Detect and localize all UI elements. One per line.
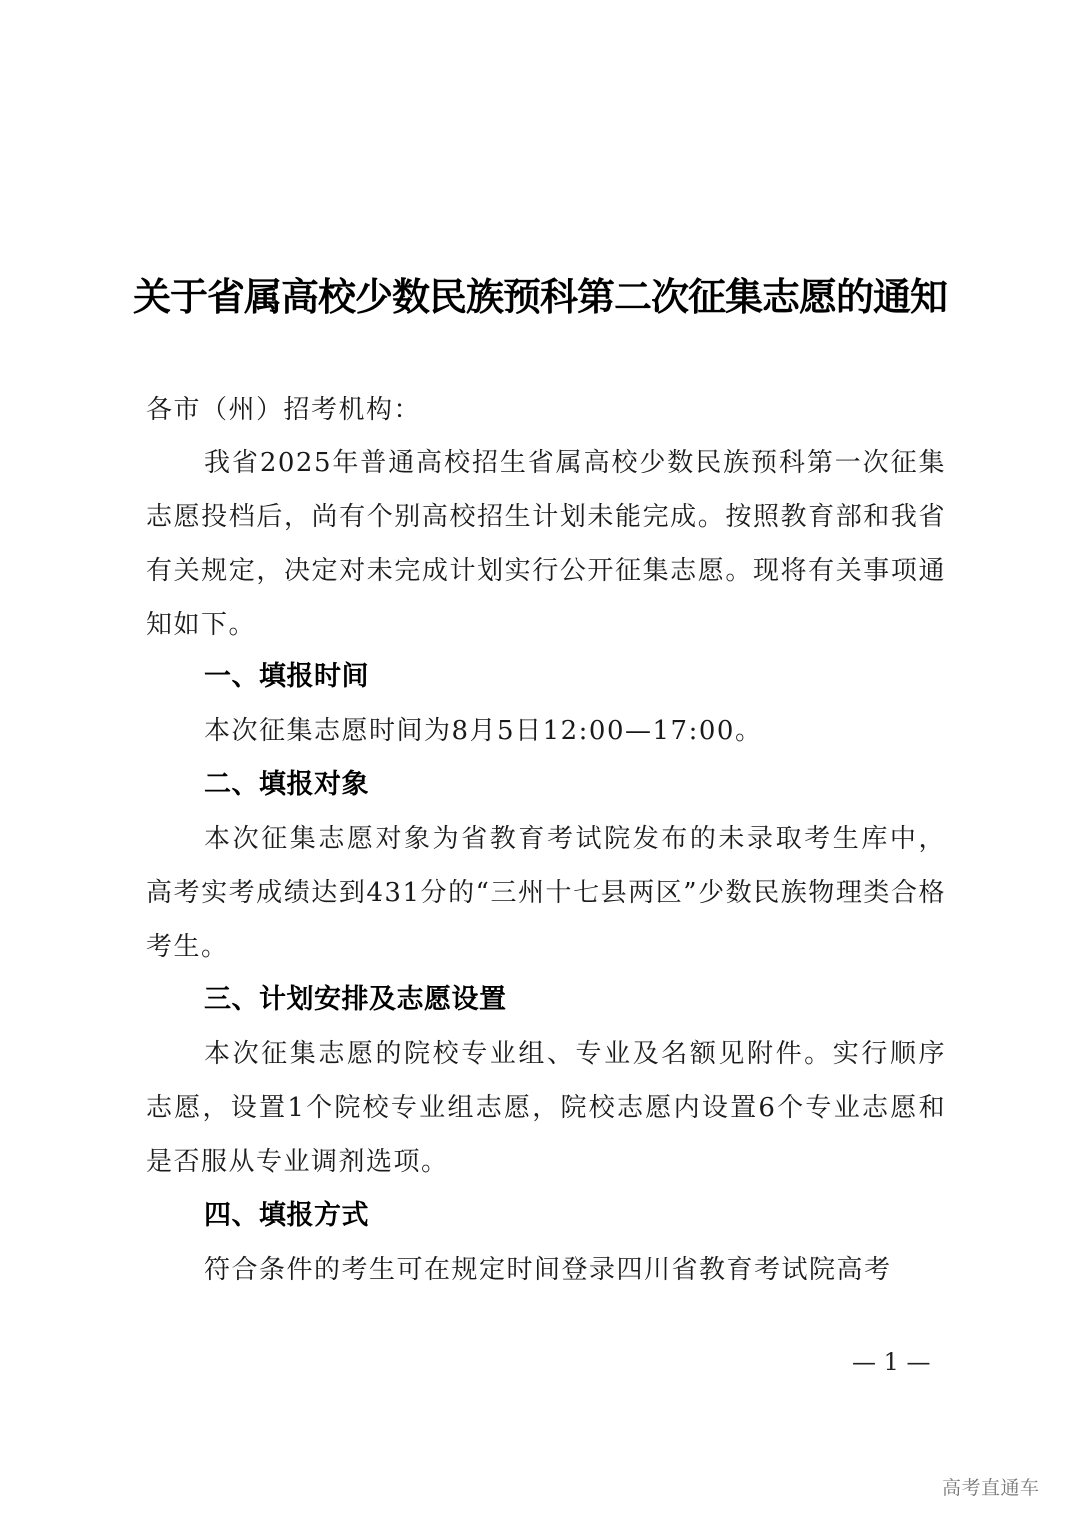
section-content-plan: 本次征集志愿的院校专业组、专业及名额见附件。实行顺序志愿，设置1个院校专业组志愿，院校志愿内设置6个专业志愿和是否服从专业调剂选项。 (146, 1039, 946, 1177)
salutation: 各市（州）招考机构： (146, 395, 422, 425)
intro-paragraph: 我省2025年普通高校招生省属高校少数民族预科第一次征集志愿投档后，尚有个别高校招生计划未能完成。按照教育部和我省有关规定，决定对未完成计划实行公开征集志愿。现将有关事项通知如下。 (146, 448, 946, 640)
section-heading-target: 二、填报对象 (204, 769, 369, 800)
section-heading-plan: 三、计划安排及志愿设置 (204, 984, 507, 1015)
document-title: 关于省属高校少数民族预科第二次征集志愿的通知 (132, 274, 947, 319)
section-content-time: 本次征集志愿时间为8月5日12:00—17:00。 (204, 716, 763, 746)
section-heading-method: 四、填报方式 (204, 1200, 369, 1231)
page-number: — 1 — (852, 1348, 931, 1376)
section-heading-time: 一、填报时间 (204, 661, 369, 692)
section-content-target: 本次征集志愿对象为省教育考试院发布的未录取考生库中，高考实考成绩达到431分的“三州十七县两区”少数民族物理类合格考生。 (146, 824, 946, 962)
section-content-method: 符合条件的考生可在规定时间登录四川省教育考试院高考 (204, 1255, 892, 1285)
watermark: 高考直通车 (942, 1477, 1040, 1499)
